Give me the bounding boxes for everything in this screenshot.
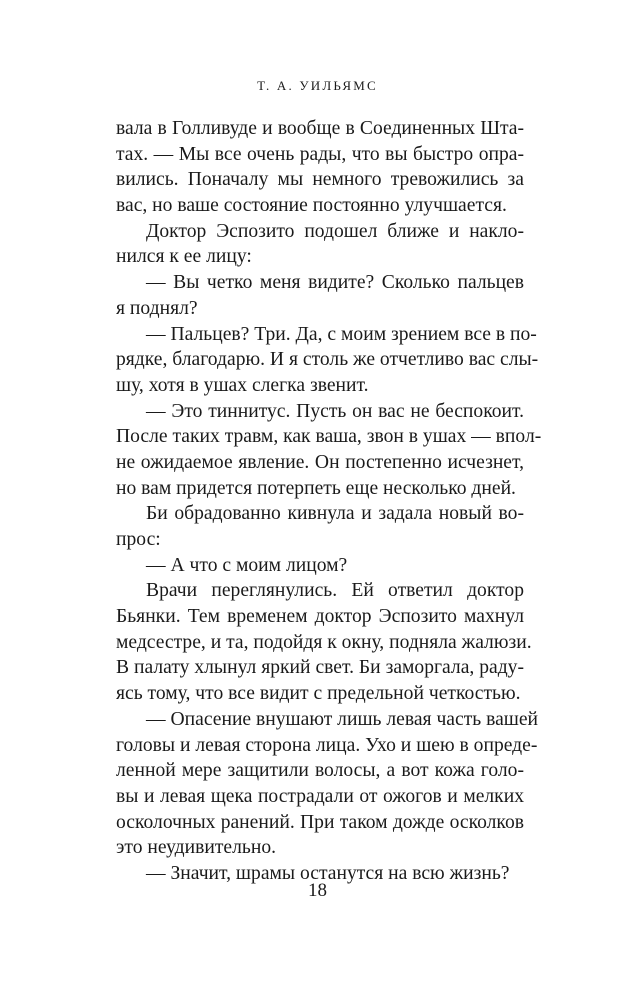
text-line: рядке, благодарю. И я столь же отчетливо вас слы-: [116, 349, 539, 371]
text-line: — А что с моим лицом?: [146, 554, 348, 576]
text-line: ленной мере защитили волосы, а вот кожа голо-: [116, 760, 524, 782]
text-line: медсестре, и та, подойдя к окну, подняла жалюзи.: [116, 631, 532, 653]
text-line: — Опасение внушают лишь левая часть вашей: [146, 708, 539, 730]
text-line: осколочных ранений. При таком дожде осколков: [116, 811, 524, 833]
text-line: головы и левая сторона лица. Ухо и шею в опреде-: [116, 734, 538, 756]
text-line: Би обрадованно кивнула и задала новый во-: [146, 503, 524, 525]
text-line: Бьянки. Тем временем доктор Эспозито махнул: [116, 606, 524, 628]
body-text: [116, 116, 542, 887]
text-line: — Пальцев? Три. Да, с моим зрением все в по-: [146, 323, 537, 345]
text-line: — Значит, шрамы останутся на всю жизнь?: [146, 862, 510, 884]
text-line: не ожидаемое явление. Он постепенно исчезнет,: [116, 451, 524, 473]
text-line: Доктор Эспозито подошел ближе и накло-: [146, 220, 524, 242]
text-line: вала в Голливуде и вообще в Соединенных Шта-: [116, 118, 524, 139]
text-line: Врачи переглянулись. Ей ответил доктор: [146, 580, 524, 602]
text-line: прос:: [116, 529, 161, 550]
text-line: я поднял?: [116, 297, 198, 319]
text-line: — Это тиннитус. Пусть он вас не беспокоит.: [146, 400, 524, 422]
text-line: это неудивительно.: [116, 837, 277, 859]
text-line: шу, хотя в ушах слегка звенит.: [116, 374, 369, 396]
text-line: вы и левая щека пострадали от ожогов и мелких: [116, 785, 524, 807]
text-line: После таких травм, как ваша, звон в ушах — впол-: [116, 426, 542, 448]
text-line: нился к ее лицу:: [116, 246, 252, 268]
text-line: но вам придется потерпеть еще несколько дней.: [116, 477, 516, 499]
text-line: вились. Поначалу мы немного тревожились за: [116, 169, 524, 191]
page-number: 18: [308, 880, 327, 901]
text-line: вас, но ваше состояние постоянно улучшается.: [116, 195, 507, 217]
text-line: ясь тому, что все видит с предельной четкостью.: [116, 683, 521, 705]
running-head: Т. А. УИЛЬЯМС: [257, 78, 378, 93]
text-line: В палату хлынул яркий свет. Би заморгала, раду-: [116, 657, 524, 679]
text-line: — Вы четко меня видите? Сколько пальцев: [146, 272, 524, 294]
text-line: тах. — Мы все очень рады, что вы быстро опра-: [116, 143, 524, 165]
